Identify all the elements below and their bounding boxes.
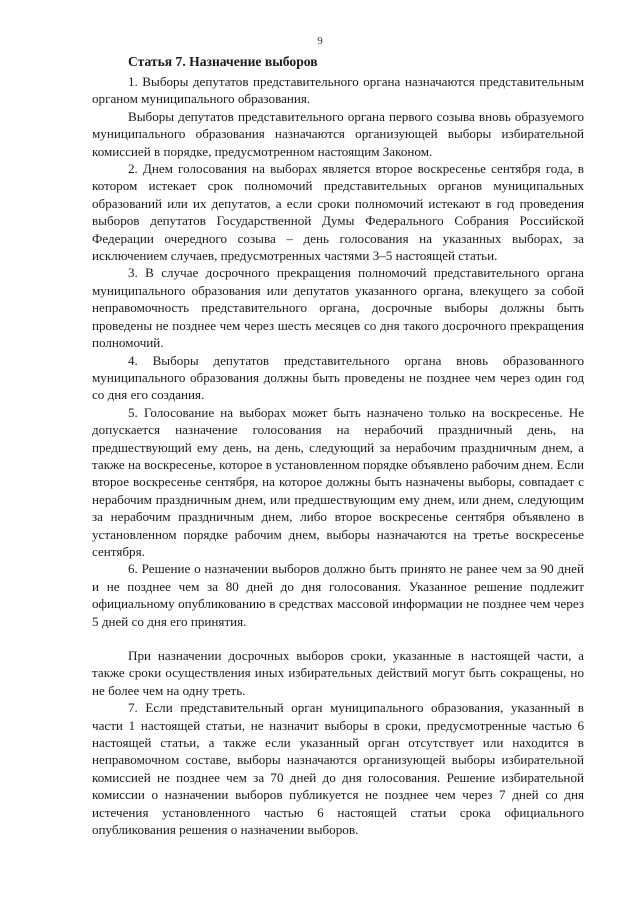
paragraph-part-6: 6. Решение о назначении выборов должно быть принято не ранее чем за 90 дней и не позднее чем за 80 дней до дня голосования. Указанное решение подлежит официальному опубликованию в средствах массовой информации не позднее чем через 5 дней со дня его принятия. [92, 561, 584, 629]
paragraph-part-2: 2. Днем голосования на выборах является второе воскресенье сентября года, в котором истекает срок полномочий представительных органов муниципальных образований или их депутатов, а если сроки полномочий истекают в год проведения выборов депутатов Государственной Думы Федерального Собрания Российской Федерации очередного созыва – день голосования на указанных выборах, за исключением случаев, предусмотренных частями 3–5 настоящей статьи. [92, 161, 584, 264]
page-number: 9 [317, 35, 323, 47]
paragraph-part-3: 3. В случае досрочного прекращения полномочий представительного органа муниципального образования или депутатов указанного органа, влекущего за собой неправомочность представительного органа, досрочные выборы должны быть проведены не позднее чем через шесть месяцев со дня такого досрочного прекращения полномочий. [92, 265, 584, 351]
paragraph-part-6-early-elections: При назначении досрочных выборов сроки, указанные в настоящей части, а также сроки осуществления иных избирательных действий могут быть сокращены, но не более чем на одну треть. [92, 648, 584, 698]
paragraph-part-4: 4. Выборы депутатов представительного органа вновь образованного муниципального образования должны быть проведены не позднее чем через один год со дня его создания. [92, 352, 584, 403]
paragraph-part-1-first-convocation: Выборы депутатов представительного органа первого созыва вновь образуемого муниципального образования назначаются организующей выборы избирательной комиссией в порядке, предусмотренном настоящим Законом. [92, 108, 584, 159]
article-body [92, 53, 584, 838]
article-heading: Статья 7. Назначение выборов [128, 54, 318, 69]
paragraph-part-1: 1. Выборы депутатов представительного органа назначаются представительным органом муниципального образования. [92, 74, 584, 107]
paragraph-part-5: 5. Голосование на выборах может быть назначено только на воскресенье. Не допускается назначение голосования на нерабочий праздничный день, на предшествующий ему день, на день, следующий за нерабочим праздничным днем, а также на воскресенье, которое в установленном порядке объявлено рабочим днем. Если второе воскресенье сентября, на которое должны быть назначены выборы, совпадает с нерабочим праздничным днем, или предшествующим ему днем, или днем, следующим за нерабочим праздничным днем, либо второе воскресенье сентября объявлено в установленном порядке рабочим днем, выборы назначаются на третье воскресенье сентября. [92, 404, 584, 559]
paragraph-part-7: 7. Если представительный орган муниципального образования, указанный в части 1 настоящей статьи, не назначит выборы в сроки, предусмотренные частью 6 настоящей статьи, а также если указанный орган отсутствует или находится в неправомочном составе, выборы назначаются организующей выборы избирательной комиссией не позднее чем за 70 дней до дня голосования. Решение избирательной комиссии о назначении выборов публикуется не позднее чем через 7 дней со дня истечения установленного частью 6 настоящей статьи срока официального опубликования решения о назначении выборов. [92, 700, 584, 838]
